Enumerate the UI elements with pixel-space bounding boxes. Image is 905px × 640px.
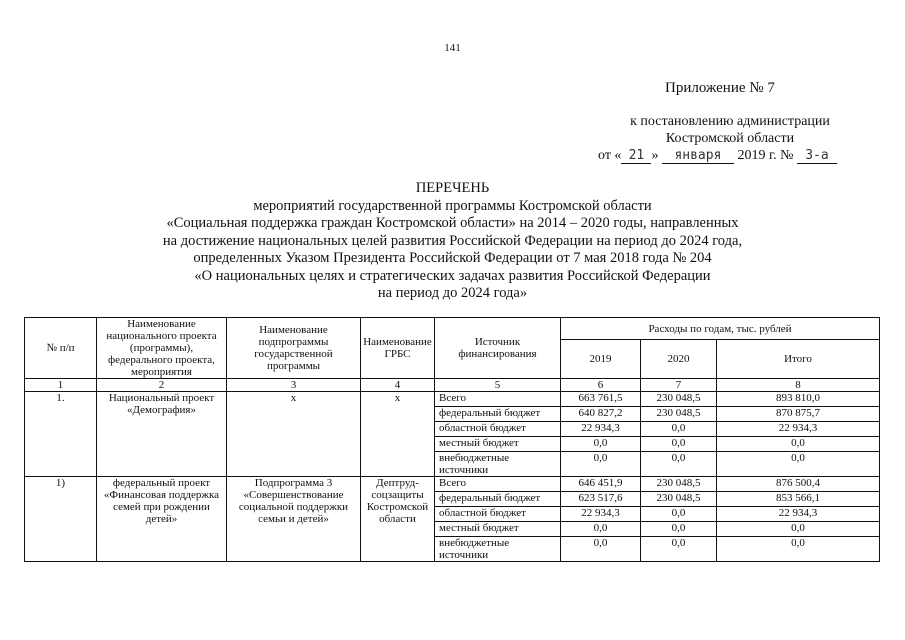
group-grbs: Дептруд-соцзащиты Костромской области <box>361 477 435 562</box>
title-line: на период до 2024 года» <box>377 285 528 301</box>
column-number: 8 <box>717 379 880 392</box>
column-number: 2 <box>97 379 227 392</box>
row-source: местный бюджет <box>435 522 561 537</box>
header-source: Источник финансирования <box>435 318 561 379</box>
column-number: 1 <box>25 379 97 392</box>
row-total: 893 810,0 <box>717 392 880 407</box>
header-total: Итого <box>717 340 880 379</box>
row-2019: 0,0 <box>561 537 641 562</box>
row-2020: 230 048,5 <box>641 392 717 407</box>
page-number: 141 <box>444 42 461 54</box>
table-row <box>25 392 880 407</box>
row-source: федеральный бюджет <box>435 492 561 507</box>
row-source: областной бюджет <box>435 507 561 522</box>
header-expenses: Расходы по годам, тыс. рублей <box>561 318 880 340</box>
row-total: 22 934,3 <box>717 422 880 437</box>
row-source: местный бюджет <box>435 437 561 452</box>
row-source: федеральный бюджет <box>435 407 561 422</box>
row-2019: 0,0 <box>561 437 641 452</box>
title-line: мероприятий государственной программы Костромской области <box>253 197 652 214</box>
decree-number: 3-а <box>797 148 837 164</box>
row-2019: 640 827,2 <box>561 407 641 422</box>
row-2019: 646 451,9 <box>561 477 641 492</box>
column-number: 6 <box>561 379 641 392</box>
row-2020: 0,0 <box>641 452 717 477</box>
title-line: «Социальная поддержка граждан Костромской области» на 2014 – 2020 годы, направленных <box>166 215 739 231</box>
row-total: 853 566,1 <box>717 492 880 507</box>
title-line: «О национальных целях и стратегических задачах развития Российской Федерации <box>194 267 711 284</box>
row-2019: 663 761,5 <box>561 392 641 407</box>
column-number: 5 <box>435 379 561 392</box>
row-total: 0,0 <box>717 522 880 537</box>
row-2019: 623 517,6 <box>561 492 641 507</box>
row-2020: 0,0 <box>641 507 717 522</box>
column-number: 7 <box>641 379 717 392</box>
row-source: внебюджетные источники <box>435 452 561 477</box>
header-project: Наименование национального проекта (программы), федерального проекта, мероприятия <box>97 318 227 379</box>
measures-table <box>24 317 880 562</box>
group-grbs: х <box>361 392 435 477</box>
group-project: Национальный проект «Демография» <box>97 392 227 477</box>
decree-day: 21 <box>621 148 651 164</box>
row-total: 0,0 <box>717 537 880 562</box>
row-2019: 22 934,3 <box>561 422 641 437</box>
row-total: 0,0 <box>717 437 880 452</box>
header-grbs: Наименование ГРБС <box>361 318 435 379</box>
row-2020: 0,0 <box>641 522 717 537</box>
row-total: 870 875,7 <box>717 407 880 422</box>
title-line: на достижение национальных целей развития Российской Федерации на период до 2024 года, <box>162 232 743 249</box>
row-2020: 230 048,5 <box>641 477 717 492</box>
row-source: Всего <box>435 477 561 492</box>
row-source: Всего <box>435 392 561 407</box>
row-2019: 0,0 <box>561 452 641 477</box>
column-number: 4 <box>361 379 435 392</box>
row-2020: 230 048,5 <box>641 492 717 507</box>
decree-ot: от « <box>598 148 622 163</box>
decree-close-quote: » <box>651 148 659 163</box>
row-total: 0,0 <box>717 452 880 477</box>
decree-date-line <box>598 148 858 164</box>
row-2020: 0,0 <box>641 422 717 437</box>
row-source: областной бюджет <box>435 422 561 437</box>
group-subprogram: Подпрограмма 3 «Совершенствование социальной поддержки семьи и детей» <box>227 477 361 562</box>
row-2019: 0,0 <box>561 522 641 537</box>
table-row <box>25 477 880 492</box>
row-2020: 0,0 <box>641 537 717 562</box>
title-heading: ПЕРЕЧЕНЬ <box>415 180 490 196</box>
row-source: внебюджетные источники <box>435 537 561 562</box>
group-num: 1) <box>25 477 97 562</box>
decree-line-2: Костромской области <box>665 131 795 146</box>
row-2020: 230 048,5 <box>641 407 717 422</box>
column-number: 3 <box>227 379 361 392</box>
decree-year: 2019 г. № <box>737 148 794 163</box>
row-2020: 0,0 <box>641 437 717 452</box>
header-subprogram: Наименование подпрограммы государственной программы <box>227 318 361 379</box>
group-subprogram: х <box>227 392 361 477</box>
group-num: 1. <box>25 392 97 477</box>
document-title <box>0 180 905 303</box>
decree-month: января <box>662 148 734 164</box>
group-project: федеральный проект «Финансовая поддержка семей при рождении детей» <box>97 477 227 562</box>
title-line: определенных Указом Президента Российской Федерации от 7 мая 2018 года № 204 <box>193 250 712 266</box>
row-total: 876 500,4 <box>717 477 880 492</box>
row-2019: 22 934,3 <box>561 507 641 522</box>
row-total: 22 934,3 <box>717 507 880 522</box>
header-2020: 2020 <box>641 340 717 379</box>
header-2019: 2019 <box>561 340 641 379</box>
decree-line-1: к постановлению администрации <box>630 114 830 129</box>
header-num: № п/п <box>25 318 97 379</box>
appendix-title: Приложение № 7 <box>665 80 775 96</box>
